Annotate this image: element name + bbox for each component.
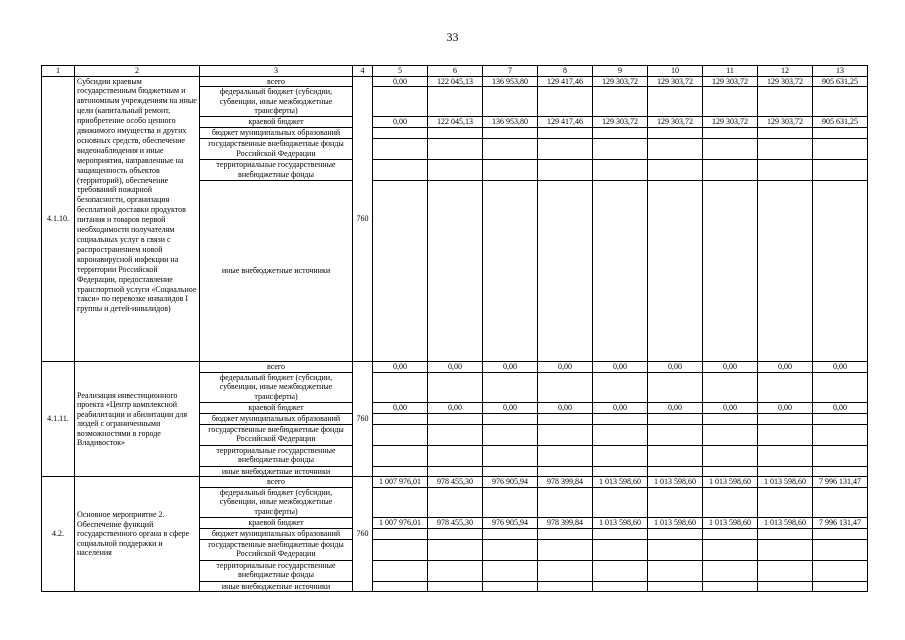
- column-number: 5: [373, 66, 428, 77]
- measure-title: Основное мероприятие 2. Обеспечение функций государственного органа в сфере социальной поддержки и населения: [75, 477, 200, 592]
- amount-cell: [538, 87, 593, 117]
- amount-cell: [758, 528, 813, 539]
- amount-cell: [758, 581, 813, 592]
- amount-cell: [373, 160, 428, 181]
- amount-cell: [483, 372, 538, 402]
- amount-cell: [648, 539, 703, 560]
- amount-cell: 1 013 598,60: [593, 517, 648, 528]
- amount-cell: [483, 581, 538, 592]
- measure-code: 4.2.: [42, 477, 75, 592]
- amount-cell: [703, 139, 758, 160]
- amount-cell: 0,00: [373, 402, 428, 413]
- amount-cell: [483, 539, 538, 560]
- amount-cell: [373, 424, 428, 445]
- amount-cell: 0,00: [813, 362, 868, 373]
- funding-source: иные внебюджетные источники: [200, 181, 353, 362]
- amount-cell: 7 996 131,47: [813, 517, 868, 528]
- amount-cell: [813, 424, 868, 445]
- funding-source: краевой бюджет: [200, 402, 353, 413]
- amount-cell: [758, 487, 813, 517]
- amount-cell: [703, 560, 758, 581]
- amount-cell: [813, 139, 868, 160]
- amount-cell: 0,00: [538, 362, 593, 373]
- measure-code: 4.1.10.: [42, 76, 75, 362]
- column-number: 8: [538, 66, 593, 77]
- amount-cell: [758, 87, 813, 117]
- amount-cell: 129 417,46: [538, 76, 593, 87]
- table-row: [42, 477, 868, 488]
- amount-cell: [648, 181, 703, 362]
- amount-cell: 0,00: [373, 362, 428, 373]
- amount-cell: [758, 372, 813, 402]
- funding-source: бюджет муниципальных образований: [200, 528, 353, 539]
- column-number: 12: [758, 66, 813, 77]
- amount-cell: [373, 539, 428, 560]
- amount-cell: [703, 539, 758, 560]
- funding-source: краевой бюджет: [200, 517, 353, 528]
- amount-cell: [483, 560, 538, 581]
- amount-cell: [758, 160, 813, 181]
- funding-source: краевой бюджет: [200, 117, 353, 128]
- amount-cell: [703, 528, 758, 539]
- amount-cell: 122 045,13: [428, 117, 483, 128]
- amount-cell: [648, 87, 703, 117]
- measure-title: Реализация инвестиционного проекта «Центр комплексной реабилитации и абилитации для людей с ограниченными возможностями в городе Владивосток»: [75, 362, 200, 477]
- amount-cell: [538, 181, 593, 362]
- amount-cell: [428, 139, 483, 160]
- column-number: 9: [593, 66, 648, 77]
- column-number: 13: [813, 66, 868, 77]
- amount-cell: 1 013 598,60: [648, 517, 703, 528]
- amount-cell: [648, 413, 703, 424]
- funding-source: территориальные государственные внебюджетные фонды: [200, 445, 353, 466]
- amount-cell: [428, 372, 483, 402]
- amount-cell: [538, 487, 593, 517]
- amount-cell: 0,00: [483, 362, 538, 373]
- amount-cell: [758, 181, 813, 362]
- amount-cell: 0,00: [648, 362, 703, 373]
- amount-cell: [758, 128, 813, 139]
- amount-cell: [648, 528, 703, 539]
- amount-cell: [373, 139, 428, 160]
- amount-cell: 1 007 976,01: [373, 517, 428, 528]
- amount-cell: [538, 372, 593, 402]
- amount-cell: [373, 413, 428, 424]
- amount-cell: [813, 560, 868, 581]
- amount-cell: [483, 87, 538, 117]
- amount-cell: [483, 528, 538, 539]
- amount-cell: 0,00: [483, 402, 538, 413]
- column-number-row: [42, 66, 868, 77]
- amount-cell: [593, 466, 648, 477]
- amount-cell: [813, 445, 868, 466]
- amount-cell: 978 455,30: [428, 477, 483, 488]
- amount-cell: 0,00: [538, 402, 593, 413]
- amount-cell: [703, 87, 758, 117]
- budget-code: 760: [353, 362, 373, 477]
- table-row: [42, 362, 868, 373]
- amount-cell: [813, 528, 868, 539]
- amount-cell: [483, 413, 538, 424]
- amount-cell: [428, 413, 483, 424]
- amount-cell: [648, 581, 703, 592]
- funding-source: территориальные государственные внебюджетные фонды: [200, 160, 353, 181]
- amount-cell: 122 045,13: [428, 76, 483, 87]
- amount-cell: [538, 581, 593, 592]
- amount-cell: [538, 539, 593, 560]
- amount-cell: [538, 560, 593, 581]
- amount-cell: [648, 445, 703, 466]
- amount-cell: [813, 128, 868, 139]
- amount-cell: [758, 539, 813, 560]
- amount-cell: [813, 466, 868, 477]
- amount-cell: 0,00: [373, 117, 428, 128]
- amount-cell: [428, 181, 483, 362]
- amount-cell: [758, 139, 813, 160]
- funding-source: территориальные государственные внебюджетные фонды: [200, 560, 353, 581]
- amount-cell: [483, 487, 538, 517]
- funding-source: государственные внебюджетные фонды Российской Федерации: [200, 424, 353, 445]
- amount-cell: 1 007 976,01: [373, 477, 428, 488]
- amount-cell: [813, 87, 868, 117]
- amount-cell: [648, 372, 703, 402]
- amount-cell: 1 013 598,60: [758, 517, 813, 528]
- amount-cell: [758, 560, 813, 581]
- amount-cell: 0,00: [428, 362, 483, 373]
- amount-cell: 0,00: [813, 402, 868, 413]
- amount-cell: [538, 413, 593, 424]
- column-number: 6: [428, 66, 483, 77]
- amount-cell: [813, 372, 868, 402]
- amount-cell: [428, 466, 483, 477]
- amount-cell: 136 953,80: [483, 76, 538, 87]
- amount-cell: [593, 539, 648, 560]
- amount-cell: [428, 528, 483, 539]
- amount-cell: [813, 160, 868, 181]
- amount-cell: [373, 181, 428, 362]
- amount-cell: [593, 128, 648, 139]
- budget-code: 760: [353, 477, 373, 592]
- amount-cell: [648, 139, 703, 160]
- amount-cell: [593, 139, 648, 160]
- amount-cell: [483, 160, 538, 181]
- amount-cell: [593, 160, 648, 181]
- amount-cell: 129 417,46: [538, 117, 593, 128]
- amount-cell: [593, 424, 648, 445]
- funding-source: государственные внебюджетные фонды Российской Федерации: [200, 539, 353, 560]
- amount-cell: 978 399,84: [538, 517, 593, 528]
- amount-cell: [538, 528, 593, 539]
- amount-cell: [703, 424, 758, 445]
- amount-cell: [483, 128, 538, 139]
- column-number: 4: [353, 66, 373, 77]
- amount-cell: 976 905,94: [483, 477, 538, 488]
- amount-cell: 1 013 598,60: [758, 477, 813, 488]
- amount-cell: [483, 424, 538, 445]
- amount-cell: [428, 487, 483, 517]
- amount-cell: [648, 487, 703, 517]
- amount-cell: 976 905,94: [483, 517, 538, 528]
- amount-cell: [703, 128, 758, 139]
- amount-cell: [483, 466, 538, 477]
- amount-cell: [593, 445, 648, 466]
- amount-cell: [538, 424, 593, 445]
- column-number: 1: [42, 66, 75, 77]
- amount-cell: [703, 466, 758, 477]
- amount-cell: [373, 87, 428, 117]
- funding-source: федеральный бюджет (субсидии, субвенции, иные межбюджетные трансферты): [200, 487, 353, 517]
- amount-cell: [593, 372, 648, 402]
- amount-cell: [538, 139, 593, 160]
- amount-cell: [373, 560, 428, 581]
- table-row: [42, 76, 868, 87]
- amount-cell: [593, 581, 648, 592]
- amount-cell: 129 303,72: [758, 76, 813, 87]
- amount-cell: [538, 466, 593, 477]
- amount-cell: [703, 181, 758, 362]
- amount-cell: 129 303,72: [593, 76, 648, 87]
- amount-cell: [538, 128, 593, 139]
- measure-title: Субсидии краевым государственным бюджетным и автономным учреждениям на иные цели (капитальный ремонт, приобретение особо ценного движимого имущества и других основных средств, обеспечение видеонаблюдения и иные мероприятия, направленные на защищенность объектов (территорий), обеспечение требований пожарной безопасности, организация бесплатной доставки продуктов питания и товаров первой необходимости получателям социальных услуг в связи с распространением новой коронавирусной инфекции на территории Российской Федерации, предоставление транспортной услуги «Социальное такси» по перевозке инвалидов I группы и детей-инвалидов): [75, 76, 200, 362]
- amount-cell: [428, 539, 483, 560]
- amount-cell: [538, 445, 593, 466]
- amount-cell: [648, 466, 703, 477]
- amount-cell: [703, 581, 758, 592]
- amount-cell: [648, 424, 703, 445]
- amount-cell: [593, 528, 648, 539]
- amount-cell: [703, 445, 758, 466]
- amount-cell: [373, 528, 428, 539]
- amount-cell: 129 303,72: [703, 117, 758, 128]
- amount-cell: [703, 160, 758, 181]
- amount-cell: 0,00: [593, 362, 648, 373]
- amount-cell: 136 953,80: [483, 117, 538, 128]
- amount-cell: 1 013 598,60: [703, 517, 758, 528]
- amount-cell: 129 303,72: [703, 76, 758, 87]
- amount-cell: [648, 128, 703, 139]
- amount-cell: 1 013 598,60: [593, 477, 648, 488]
- amount-cell: [813, 539, 868, 560]
- amount-cell: 0,00: [648, 402, 703, 413]
- amount-cell: [813, 487, 868, 517]
- funding-source: всего: [200, 362, 353, 373]
- amount-cell: 0,00: [703, 362, 758, 373]
- column-number: 11: [703, 66, 758, 77]
- amount-cell: 978 455,30: [428, 517, 483, 528]
- amount-cell: [593, 413, 648, 424]
- amount-cell: [373, 445, 428, 466]
- amount-cell: [758, 445, 813, 466]
- amount-cell: 7 996 131,47: [813, 477, 868, 488]
- amount-cell: [703, 413, 758, 424]
- amount-cell: [373, 372, 428, 402]
- amount-cell: [703, 487, 758, 517]
- amount-cell: [373, 466, 428, 477]
- amount-cell: 978 399,84: [538, 477, 593, 488]
- amount-cell: [428, 581, 483, 592]
- amount-cell: [428, 160, 483, 181]
- amount-cell: [648, 560, 703, 581]
- funding-source: всего: [200, 477, 353, 488]
- budget-table: [41, 65, 868, 592]
- funding-source: иные внебюджетные источники: [200, 466, 353, 477]
- amount-cell: [758, 424, 813, 445]
- column-number: 7: [483, 66, 538, 77]
- budget-code: 760: [353, 76, 373, 362]
- column-number: 3: [200, 66, 353, 77]
- amount-cell: [373, 581, 428, 592]
- funding-source: бюджет муниципальных образований: [200, 128, 353, 139]
- amount-cell: 0,00: [593, 402, 648, 413]
- funding-source: государственные внебюджетные фонды Российской Федерации: [200, 139, 353, 160]
- amount-cell: 1 013 598,60: [703, 477, 758, 488]
- amount-cell: [758, 413, 813, 424]
- amount-cell: [593, 487, 648, 517]
- funding-source: федеральный бюджет (субсидии, субвенции, иные межбюджетные трансферты): [200, 372, 353, 402]
- funding-source: бюджет муниципальных образований: [200, 413, 353, 424]
- amount-cell: 0,00: [373, 76, 428, 87]
- amount-cell: [593, 560, 648, 581]
- amount-cell: 905 631,25: [813, 117, 868, 128]
- amount-cell: 0,00: [703, 402, 758, 413]
- amount-cell: [593, 87, 648, 117]
- amount-cell: [483, 139, 538, 160]
- amount-cell: 129 303,72: [593, 117, 648, 128]
- funding-source: всего: [200, 76, 353, 87]
- amount-cell: [428, 424, 483, 445]
- amount-cell: 129 303,72: [758, 117, 813, 128]
- amount-cell: 0,00: [758, 362, 813, 373]
- amount-cell: [428, 560, 483, 581]
- amount-cell: [703, 372, 758, 402]
- amount-cell: [813, 413, 868, 424]
- amount-cell: [428, 87, 483, 117]
- amount-cell: [428, 445, 483, 466]
- amount-cell: [483, 445, 538, 466]
- amount-cell: [758, 466, 813, 477]
- amount-cell: [593, 181, 648, 362]
- amount-cell: [648, 160, 703, 181]
- amount-cell: [538, 160, 593, 181]
- amount-cell: [483, 181, 538, 362]
- amount-cell: 129 303,72: [648, 117, 703, 128]
- funding-source: иные внебюджетные источники: [200, 581, 353, 592]
- measure-code: 4.1.11.: [42, 362, 75, 477]
- page-number: 33: [446, 30, 459, 44]
- column-number: 10: [648, 66, 703, 77]
- amount-cell: [428, 128, 483, 139]
- amount-cell: 129 303,72: [648, 76, 703, 87]
- amount-cell: [373, 128, 428, 139]
- amount-cell: [813, 581, 868, 592]
- column-number: 2: [75, 66, 200, 77]
- amount-cell: 1 013 598,60: [648, 477, 703, 488]
- amount-cell: [813, 181, 868, 362]
- amount-cell: 0,00: [758, 402, 813, 413]
- amount-cell: 0,00: [428, 402, 483, 413]
- amount-cell: 905 631,25: [813, 76, 868, 87]
- funding-source: федеральный бюджет (субсидии, субвенции, иные межбюджетные трансферты): [200, 87, 353, 117]
- amount-cell: [373, 487, 428, 517]
